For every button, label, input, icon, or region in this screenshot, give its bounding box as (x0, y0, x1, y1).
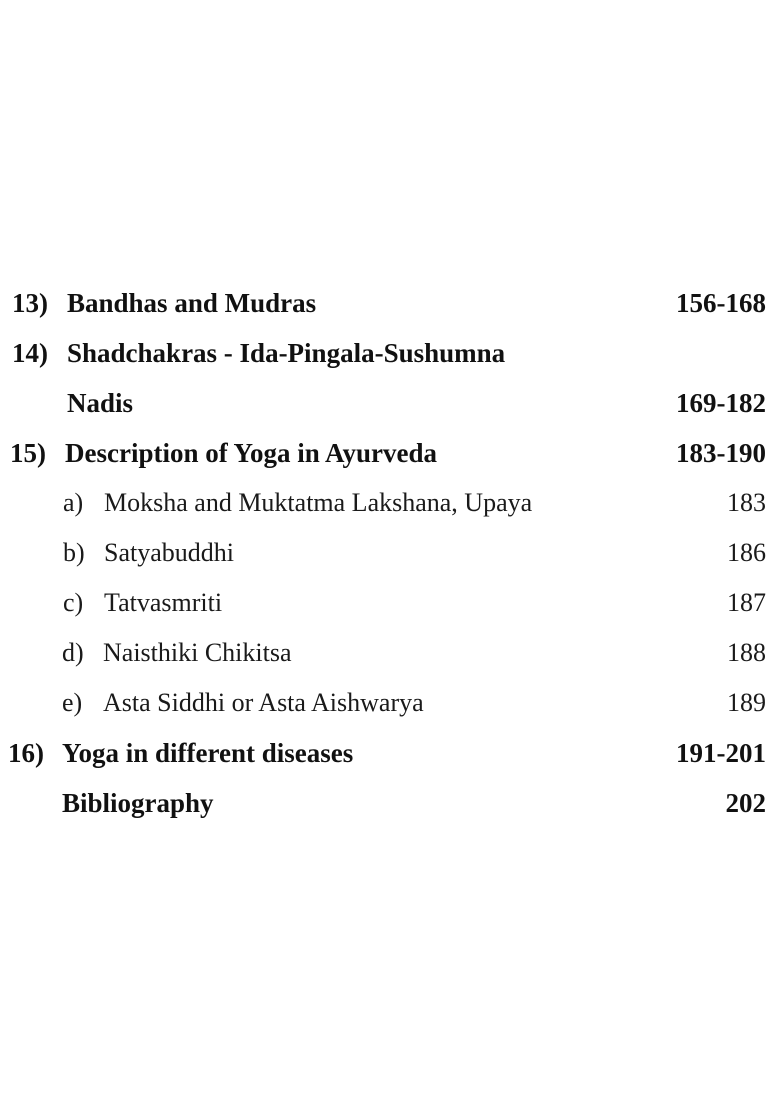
entry-page: 191-201 (676, 738, 766, 768)
entry-title: Moksha and Muktatma Lakshana, Upaya (104, 488, 533, 517)
entry-number: e) (62, 688, 83, 717)
toc-entry (0, 588, 780, 638)
entry-number: 13) (12, 288, 48, 318)
entry-title: Tatvasmriti (104, 588, 223, 617)
entry-page: 183-190 (676, 438, 766, 468)
entry-title: Yoga in different diseases (62, 738, 354, 768)
entry-page: 189 (727, 688, 766, 717)
entry-number: b) (63, 538, 85, 567)
toc-entry (0, 288, 780, 338)
entry-title: Bandhas and Mudras (67, 288, 317, 318)
entry-title: Satyabuddhi (104, 538, 234, 567)
entry-number: a) (63, 488, 84, 517)
toc-entry (0, 638, 780, 688)
entry-page: 188 (727, 638, 766, 667)
toc-entry (0, 438, 780, 488)
toc-entry (0, 488, 780, 538)
entry-title: Description of Yoga in Ayurveda (65, 438, 438, 468)
entry-page: 187 (727, 588, 766, 617)
toc-entry (0, 788, 780, 838)
entry-page: 186 (727, 538, 766, 567)
entry-page: 169-182 (676, 388, 766, 418)
entry-page: 156-168 (676, 288, 766, 318)
entry-number: 14) (12, 338, 48, 368)
toc-entry (0, 388, 780, 438)
entry-title: Naisthiki Chikitsa (103, 638, 292, 667)
entry-title: Shadchakras - Ida-Pingala-Sushumna (67, 338, 506, 368)
entry-title: Nadis (67, 388, 134, 418)
entry-number: 15) (10, 438, 46, 468)
toc-entry (0, 338, 780, 388)
entry-number: c) (63, 588, 84, 617)
toc-entry (0, 738, 780, 788)
entry-title: Bibliography (62, 788, 214, 818)
toc-entry (0, 538, 780, 588)
entry-page: 202 (725, 788, 766, 818)
entry-number: 16) (8, 738, 44, 768)
entry-title: Asta Siddhi or Asta Aishwarya (103, 688, 424, 717)
entry-page: 183 (727, 488, 766, 517)
entry-number: d) (62, 638, 84, 667)
toc-entry (0, 688, 780, 738)
